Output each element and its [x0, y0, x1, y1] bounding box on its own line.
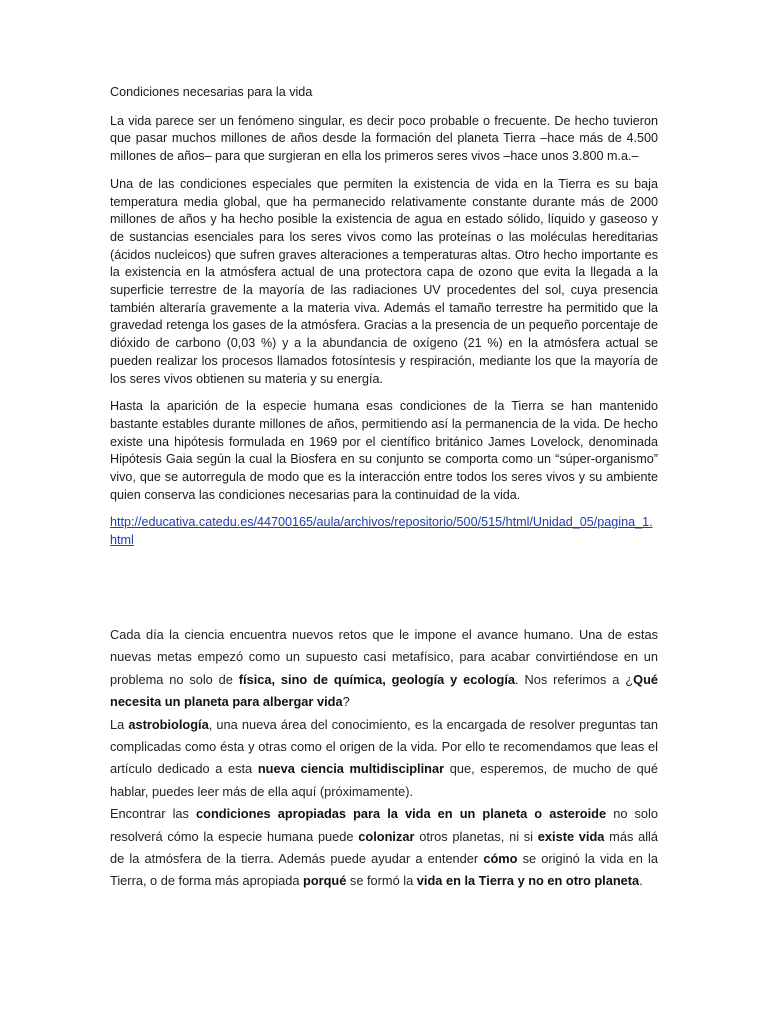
paragraph-gaia: Hasta la aparición de la especie humana esas condiciones de la Tierra se han mantenido bastante estables durante millones de años, permitiendo así la permanencia de la vida. De hecho existe una hipótesis formulada en 1969 por el científico británico James Lovelock, denominada Hipótesis Gaia según la cual la Biosfera en su conjunto se comporta como un “súper-organismo” vivo, que se autorregula de modo que es la interacción entre todos los seres vivos y su ambiente quien conserva las condiciones necesarias para la continuidad de la vida.: [110, 399, 658, 502]
source-link[interactable]: http://educativa.catedu.es/44700165/aula/archivos/repositorio/500/515/html/Unidad_05/pagina_1.html: [110, 515, 653, 548]
document-section: [110, 84, 658, 560]
article-paragraph-1: Cada día la ciencia encuentra nuevos retos que le impone el avance humano. Una de estas nuevas metas empezó como un supuesto casi metafísico, para acabar convirtiéndose en un problema no solo de física, sino de química, geología y ecología. Nos referimos a ¿Qué necesita un planeta para albergar vida?: [110, 627, 658, 710]
article-paragraph-3: Encontrar las condiciones apropiadas para la vida en un planeta o asteroide no solo resolverá cómo la especie humana puede colonizar otros planetas, ni si existe vida más allá de la atmósfera de la tierra. Además puede ayudar a entender cómo se originó la vida en la Tierra, o de forma más apropiada porqué se formó la vida en la Tierra y no en otro planeta.: [110, 806, 659, 889]
document-title: Condiciones necesarias para la vida: [110, 85, 313, 99]
paragraph-conditions: Una de las condiciones especiales que permiten la existencia de vida en la Tierra es su baja temperatura media global, que ha permanecido relativamente constante durante más de 2000 millones de años y ha hecho posible la existencia de agua en estado sólido, líquido y gaseoso y de sustancias esenciales para los seres vivos como las proteínas o las moléculas hereditarias (ácidos nucleicos) que sufren graves alteraciones a temperaturas altas. Otro hecho importante es la existencia en la atmósfera actual de una protectora capa de ozono que evita la llegada a la superficie terrestre de la mayoría de las radiaciones UV procedentes del sol, cuya presencia también alteraría gravemente a la materia viva. Además el tamaño terrestre ha permitido que la gravedad retenga los gases de la atmósfera. Gracias a la presencia de un pequeño porcentaje de dióxido de carbono (0,03 %) y a la abundancia de oxígeno (21 %) en la atmósfera actual se pueden realizar los procesos llamados fotosíntesis y respiración, mediante los que la mayoría de los seres vivos obtienen su materia y su energía.: [110, 176, 658, 386]
paragraph-intro: La vida parece ser un fenómeno singular, es decir poco probable o frecuente. De hecho tuvieron que pasar muchos millones de años desde la formación del planeta Tierra –hace más de 4.500 millones de años– para que surgieran en ella los primeros seres vivos –hace unos 3.800 m.a.–: [110, 113, 658, 164]
article-paragraph-2: La astrobiología, una nueva área del conocimiento, es la encargada de resolver preguntas tan complicadas como ésta y otras como el origen de la vida. Por ello te recomendamos que leas el artículo dedicado a esta nueva ciencia multidisciplinar que, esperemos, de mucho de qué hablar, puedes leer más de ella aquí (próximamente).: [110, 716, 659, 799]
article-section: [110, 624, 658, 893]
